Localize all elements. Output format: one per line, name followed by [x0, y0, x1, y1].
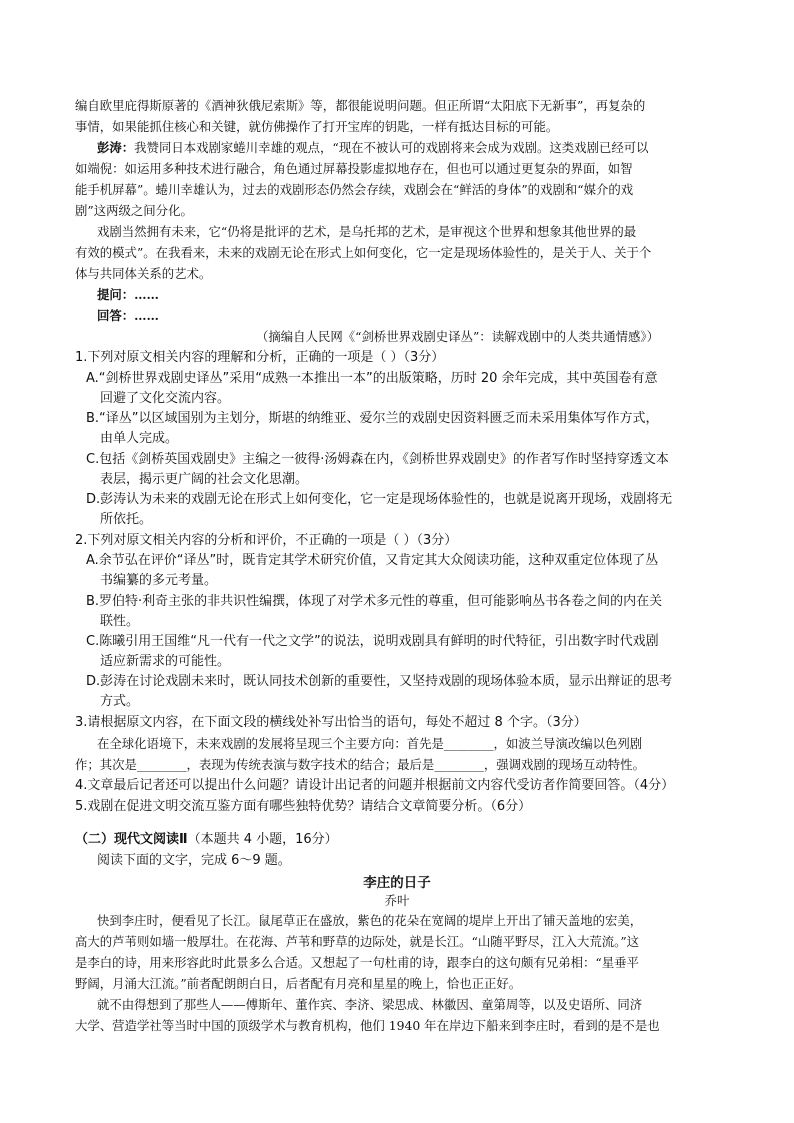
- passage-line: 体与共同体关系的艺术。: [75, 266, 212, 281]
- article-line: 大学、营造学社等当时中国的顶级学术与教育机构，他们 1940 年在岸边下船来到李庄时，看到的是不是也: [75, 1018, 660, 1033]
- article-line: 高大的芦苇则如墙一般厚壮。在花海、芦苇和野草的边际处，就是长江。“山随平野尽，江入大荒流。”这: [75, 934, 640, 949]
- ask-label: 提问：……: [97, 287, 159, 302]
- question-1-stem: 1.下列对原文相关内容的理解和分析，正确的一项是（ ）（3分）: [75, 350, 445, 365]
- passage-line: [97, 138, 649, 158]
- article-title: 李庄的日子: [363, 875, 431, 891]
- q1-option-d-cont: 所依托。: [100, 512, 153, 527]
- q2-option-c: C.陈曦引用王国维“凡一代有一代之文学”的说法，说明戏剧具有鲜明的时代特征，引出数字时代戏剧: [86, 634, 659, 649]
- source-citation: （摘编自人民网《“剑桥世界戏剧史译丛”：读解戏剧中的人类共通情感》）: [256, 329, 659, 344]
- passage-line: 剧”这两级之间分化。: [75, 203, 193, 218]
- article-line: 是李白的诗，用来形容此时此景多么合适。又想起了一句杜甫的诗，跟李白的这句颇有兄弟相：“星垂平: [75, 955, 639, 970]
- passage-line: 编自欧里庇得斯原著的《酒神狄俄尼索斯》等，都很能说明问题。但正所谓“太阳底下无新事”，再复杂的: [75, 98, 646, 113]
- article-line: 快到李庄时，便看见了长江。鼠尾草正在盛放，紫色的花朵在宽阔的堤岸上开出了铺天盖地的宏美，: [97, 913, 643, 928]
- q3-text-line: 在全球化语境下，未来戏剧的发展将呈现三个主要方向：首先是________，如波兰导演改编以色列剧: [97, 736, 643, 751]
- passage-line: 戏剧当然拥有未来，它“仍将是批评的艺术，是乌托邦的艺术，是审视这个世界和想象其他世界的最: [97, 224, 637, 239]
- question-5: 5.戏剧在促进文明交流互鉴方面有哪些独特优势？请结合文章简要分析。（6分）: [75, 799, 532, 814]
- question-3-stem: 3.请根据原文内容，在下面文段的横线处补写出恰当的语句，每处不超过 8 个字。（3分）: [75, 715, 587, 730]
- question-4: 4.文章最后记者还可以提出什么问题？请设计出记者的问题并根据前文内容代受访者作简要回答。（4分）: [75, 778, 675, 793]
- answer-label: 回答：……: [97, 308, 159, 323]
- q1-option-c: C.包括《剑桥英国戏剧史》主编之一彼得·汤姆森在内，《剑桥世界戏剧史》的作者写作时坚持穿透文本: [86, 452, 669, 467]
- section-instruction: 阅读下面的文字，完成 6～9 题。: [97, 853, 291, 868]
- passage-line: 有效的模式”。在我看来，未来的戏剧无论在形式上如何变化，它一定是现场体验性的，是关于人、关于个: [75, 245, 652, 260]
- q2-option-a-cont: 书编纂的多元考量。: [100, 573, 218, 588]
- article-author: 乔叶: [384, 893, 410, 908]
- q1-option-a-cont: 回避了文化交流内容。: [100, 391, 231, 406]
- q1-option-b: B.“译丛”以区域国别为主划分，斯堪的纳维亚、爱尔兰的戏剧史因资料匮乏而未采用集体写作方式，: [86, 411, 659, 426]
- q1-option-d: D.彭涛认为未来的戏剧无论在形式上如何变化，它一定是现场体验性的，也就是说离开现场，戏剧将无: [86, 492, 673, 507]
- passage-line: 如端倪：如运用多种技术进行融合，角色通过屏幕投影虚拟地存在，但也可以通过更复杂的界面，如智: [75, 161, 633, 176]
- article-line: 野阔，月涌大江流。”前者配朗朗白日，后者配有月亮和星星的晚上，恰也正正好。: [75, 976, 522, 991]
- passage-line: 能手机屏幕”。蜷川幸雄认为，过去的戏剧形态仍然会存续，戏剧会在“鲜活的身体”的戏剧和“媒介的戏: [75, 182, 634, 197]
- section-heading-bold: （二）现代文阅读Ⅱ: [75, 832, 188, 847]
- section-heading: [75, 830, 338, 850]
- section-heading-rest: （本题共 4 小题，16分）: [187, 832, 338, 847]
- q1-option-b-cont: 由单人完成。: [100, 431, 179, 446]
- passage-text: 我赞同日本戏剧家蜷川幸雄的观点，“现在不被认可的戏剧将来会成为戏剧。这类戏剧已经可以: [134, 140, 649, 155]
- q3-text-line: 作；其次是________，表现为传统表演与数字技术的结合；最后是________，强调戏剧的现场互动特性。: [75, 757, 645, 772]
- q2-option-c-cont: 适应新需求的可能性。: [100, 654, 231, 669]
- q1-option-c-cont: 表层，揭示更广阔的社会文化思潮。: [100, 472, 309, 487]
- q2-option-b-cont: 联性。: [100, 614, 140, 629]
- q2-option-b: B.罗伯特·利奇主张的非共识性编撰，体现了对学术多元性的尊重，但可能影响丛书各卷之间的内在关: [86, 594, 663, 609]
- article-line: 就不由得想到了那些人——傅斯年、董作宾、李济、梁思成、林徽因、童第周等，以及史语所、同济: [97, 997, 643, 1012]
- question-2-stem: 2.下列对原文相关内容的分析和评价，不正确的一项是（ ）（3分）: [75, 533, 458, 548]
- q2-option-d-cont: 方式。: [100, 694, 140, 709]
- q2-option-d: D.彭涛在讨论戏剧未来时，既认同技术创新的重要性，又坚持戏剧的现场体验本质，显示出辩证的思考: [86, 674, 673, 689]
- speaker-label: 彭涛：: [97, 140, 135, 155]
- q1-option-a: A.“剑桥世界戏剧史译丛”采用“成熟一本推出一本”的出版策略，历时 20 余年完成，其中英国卷有意: [86, 371, 658, 386]
- q2-option-a: A.余节弘在评价“译丛”时，既肯定其学术研究价值，又肯定其大众阅读功能，这种双重定位体现了丛: [86, 553, 659, 568]
- passage-line: 事情，如果能抓住核心和关键，就仿佛操作了打开宝库的钥匙，一样有抵达目标的可能。: [75, 119, 559, 134]
